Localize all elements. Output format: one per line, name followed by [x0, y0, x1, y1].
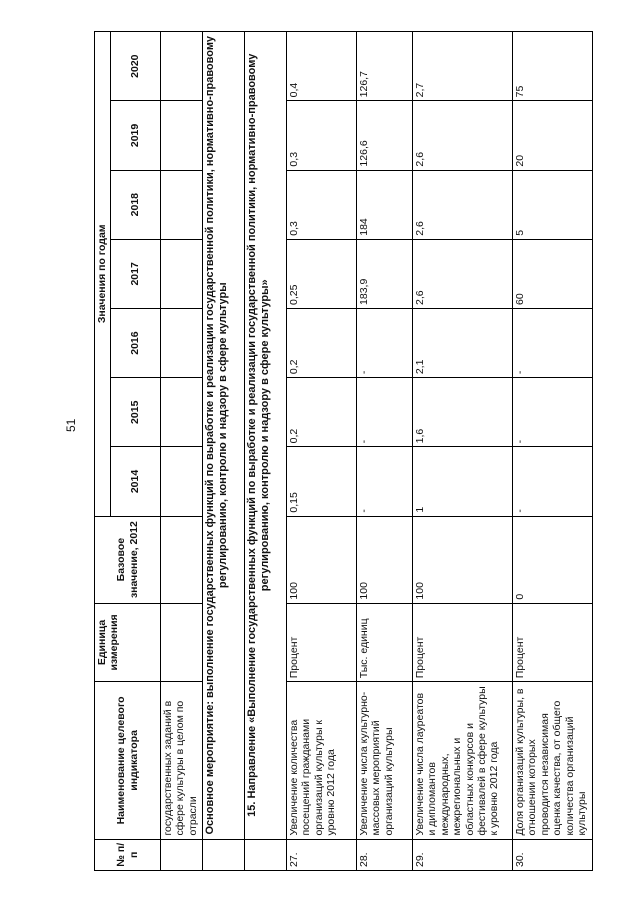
header-base: Базовое значение, 2012	[95, 516, 161, 603]
cell-unit: Процент	[413, 603, 513, 682]
cell-value: 0,3	[287, 170, 357, 239]
table-row	[287, 32, 357, 871]
cell-value: 5	[513, 170, 593, 239]
cell-value: 1	[413, 447, 513, 516]
indicators-table	[94, 31, 593, 871]
cell-value: 126,6	[357, 101, 413, 170]
cell-value: 2,6	[413, 101, 513, 170]
cell-base: 100	[357, 516, 413, 603]
rotated-page-content	[94, 31, 588, 871]
continuation-row	[161, 32, 203, 871]
cell-unit: Процент	[513, 603, 593, 682]
cell-value: 126,7	[357, 32, 413, 101]
header-year: 2020	[111, 32, 161, 101]
header-year: 2014	[111, 447, 161, 516]
header-unit: Единица измерения	[95, 603, 161, 682]
header-name: Наименование целевого индикатора	[95, 682, 161, 839]
cell-value: 183,9	[357, 239, 413, 308]
cell-value	[161, 32, 203, 101]
cell-value: 0,3	[287, 101, 357, 170]
page-number: 51	[64, 418, 78, 432]
cell-value	[161, 447, 203, 516]
header-year: 2017	[111, 239, 161, 308]
cell-unit	[161, 603, 203, 682]
cell-value	[161, 308, 203, 377]
cell-value: 0,25	[287, 239, 357, 308]
cell-name: государственных заданий в сфере культуры в целом по отрасли	[161, 682, 203, 839]
cell-value: -	[513, 447, 593, 516]
cell-value	[161, 170, 203, 239]
header-year: 2015	[111, 378, 161, 447]
cell-name: Доля организаций культуры, в отношении которых проводится независимая оценка качества, от общего количества организаций культуры	[513, 682, 593, 839]
cell-num	[161, 839, 203, 870]
cell-base: 0	[513, 516, 593, 603]
cell-name: Увеличение числа культурно-массовых мероприятий организаций культуры	[357, 682, 413, 839]
section-row	[203, 32, 245, 871]
cell-name: Увеличение количества посещений гражданами организаций культуры к уровню 2012 года	[287, 682, 357, 839]
cell-num: 29.	[413, 839, 513, 870]
table-row	[413, 32, 513, 871]
cell-num: 30.	[513, 839, 593, 870]
section-row	[245, 32, 287, 871]
header-row-top	[95, 32, 111, 871]
cell-value: 0,15	[287, 447, 357, 516]
cell-num: 27.	[287, 839, 357, 870]
cell-unit: Процент	[287, 603, 357, 682]
cell-base: 100	[413, 516, 513, 603]
table-row	[513, 32, 593, 871]
cell-value: 184	[357, 170, 413, 239]
cell-value: 75	[513, 32, 593, 101]
cell-value: 0,2	[287, 308, 357, 377]
header-year: 2018	[111, 170, 161, 239]
cell-value: 2,6	[413, 170, 513, 239]
cell-value: 1,6	[413, 378, 513, 447]
section-spacer	[245, 839, 287, 870]
header-year: 2019	[111, 101, 161, 170]
cell-value	[161, 378, 203, 447]
cell-value: -	[357, 308, 413, 377]
header-years-group: Значения по годам	[95, 32, 111, 517]
header-num: № п/п	[95, 839, 161, 870]
cell-value: 20	[513, 101, 593, 170]
header-year: 2016	[111, 308, 161, 377]
cell-value: 2,6	[413, 239, 513, 308]
cell-value: 60	[513, 239, 593, 308]
section-spacer	[203, 839, 245, 870]
cell-value: -	[357, 378, 413, 447]
section-main-activity: Основное мероприятие: выполнение государственных функций по выработке и реализации государственной политики, нормативно-правовому регулированию, контролю и надзору в сфере культуры	[203, 32, 245, 840]
cell-value	[161, 101, 203, 170]
cell-value: 0,2	[287, 378, 357, 447]
cell-num: 28.	[357, 839, 413, 870]
cell-value: 2,7	[413, 32, 513, 101]
cell-base: 100	[287, 516, 357, 603]
cell-unit: Тыс. единиц	[357, 603, 413, 682]
cell-value	[161, 239, 203, 308]
table-row	[357, 32, 413, 871]
section-direction: 15. Направление «Выполнение государственных функций по выработке и реализации государственной политики, нормативно-правовому регулированию, контролю и надзору в сфере культуры»	[245, 32, 287, 840]
cell-value: -	[513, 308, 593, 377]
cell-value: 2,1	[413, 308, 513, 377]
cell-name: Увеличение числа лауреатов и дипломантов международных, межрегиональных и областных конкурсов и фестивалей в сфере культуры к уровню 2012 года	[413, 682, 513, 839]
cell-base	[161, 516, 203, 603]
cell-value: 0,4	[287, 32, 357, 101]
cell-value: -	[357, 447, 413, 516]
cell-value: -	[513, 378, 593, 447]
